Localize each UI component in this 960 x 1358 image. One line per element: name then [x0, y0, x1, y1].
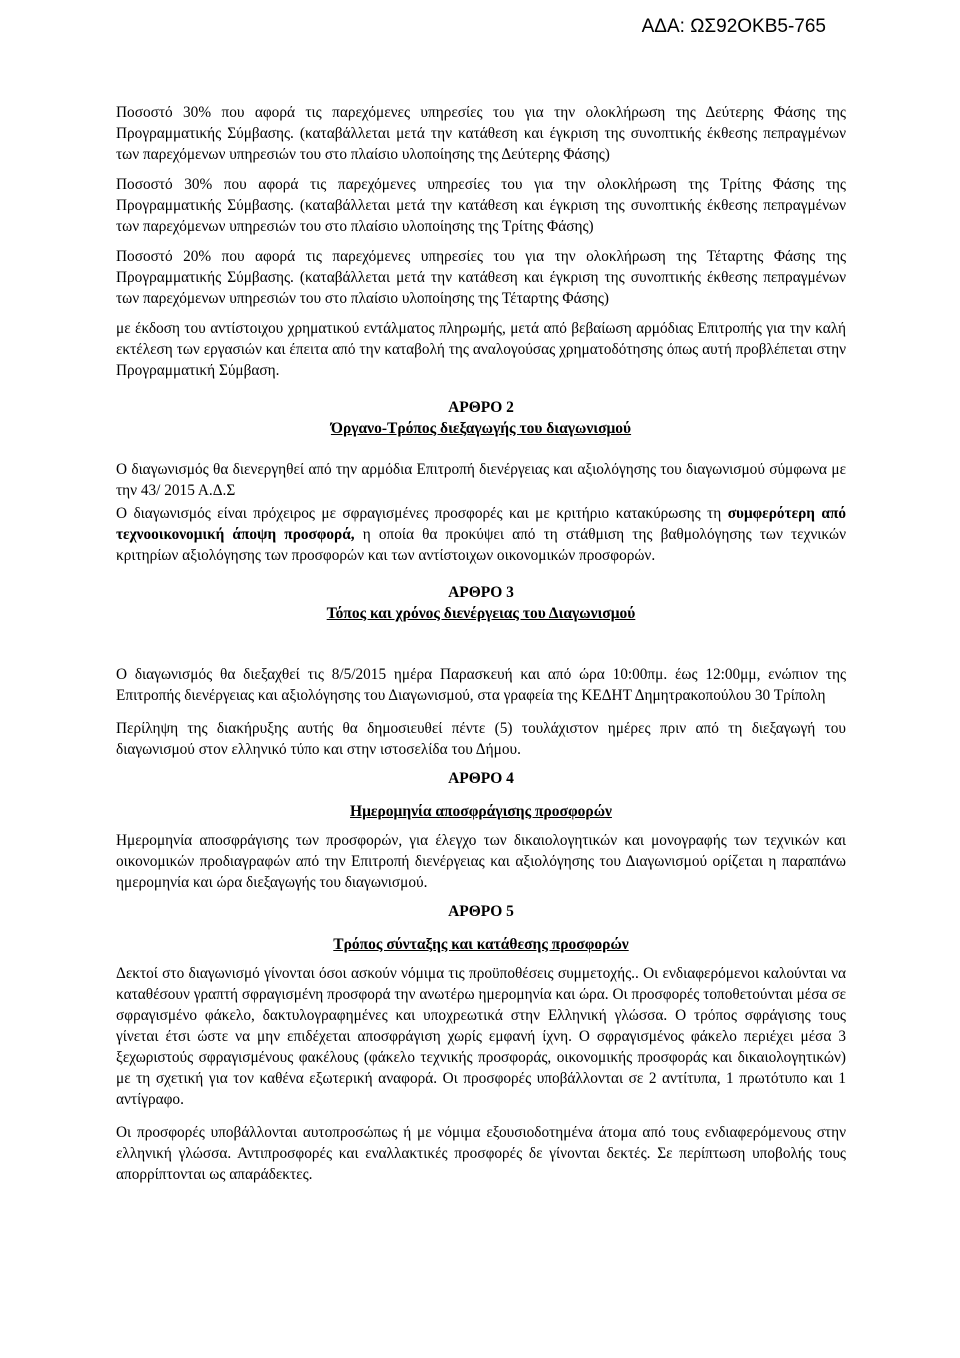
article3-title: ΑΡΘΡΟ 3	[448, 584, 514, 601]
article5-paragraph2: Οι προσφορές υποβάλλονται αυτοπροσώπως ή με νόμιμα εξουσιοδοτημένα άτομα από τους ενδιαφερόμενους στην ελληνική γλώσσα. Αντιπροσφορές και εναλλακτικές προσφορές δε γίνονται δεκτές. Σε περίπτωση υποβολής τους απορρίπτονται ως απαράδεκτες.	[116, 1124, 846, 1183]
document-body	[116, 102, 846, 1194]
paragraph-payment: με έκδοση του αντίστοιχου χρηματικού εντάλματος πληρωμής, μετά από βεβαίωση αρμόδιας Επιτροπής για την καλή εκτέλεση των εργασιών και έπειτα από την καταβολή της αναλογούσας χρηματοδότησης όπως αυτή προβλέπεται στην Προγραμματική Σύμβαση.	[116, 320, 846, 379]
ada-code: ΑΔΑ: ΩΣ92ΟΚΒ5-765	[641, 16, 826, 37]
article2-title: ΑΡΘΡΟ 2	[448, 399, 514, 416]
article3-subtitle: Τόπος και χρόνος διενέργειας του Διαγωνισμού	[326, 605, 636, 622]
article3-paragraph2: Περίληψη της διακήρυξης αυτής θα δημοσιευθεί πέντε (5) τουλάχιστον ημέρες πριν από τη διεξαγωγή του διαγωνισμού στον ελληνικό τύπο και στην ιστοσελίδα του Δήμου.	[116, 720, 846, 758]
article3-paragraph1: Ο διαγωνισμός θα διεξαχθεί τις 8/5/2015 ημέρα Παρασκευή και από ώρα 10:00πμ. έως 12:00μμ, ενώπιον της Επιτροπής διενέργειας και αξιολόγησης του Διαγωνισμού, στα γραφεία της ΚΕΔΗΤ Δημητρακοπούλου 30 Τρίπολη	[116, 666, 846, 704]
article5-subtitle: Τρόπος σύνταξης και κατάθεσης προσφορών	[333, 936, 629, 953]
paragraph-phase3: Ποσοστό 30% που αφορά τις παρεχόμενες υπηρεσίες του για την ολοκλήρωση της Τρίτης Φάσης της Προγραμματικής Σύμβασης. (καταβάλλεται μετά την κατάθεση και έγκριση της συνοπτικής έκθεσης πεπραγμένων των παρεχόμενων υπηρεσιών του στο πλαίσιο υλοποίησης της Τρίτης Φάσης)	[116, 176, 846, 235]
article2-paragraph2	[116, 503, 846, 566]
article4-title: ΑΡΘΡΟ 4	[448, 770, 514, 787]
paragraph-phase2: Ποσοστό 30% που αφορά τις παρεχόμενες υπηρεσίες του για την ολοκλήρωση της Δεύτερης Φάσης της Προγραμματικής Σύμβασης. (καταβάλλεται μετά την κατάθεση και έγκριση της συνοπτικής έκθεσης πεπραγμένων των παρεχόμενων υπηρεσιών του στο πλαίσιο υλοποίησης της Δεύτερης Φάσης)	[116, 104, 846, 163]
article4-paragraph1: Ημερομηνία αποσφράγισης των προσφορών, για έλεγχο των δικαιολογητικών και μονογραφής των τεχνικών και οικονομικών προδιαγραφών από την Επιτροπή διενέργειας και αξιολόγησης του Διαγωνισμού ορίζεται η παραπάνω ημερομηνία και ώρα διεξαγωγής του διαγωνισμού.	[116, 832, 846, 891]
article2-paragraph2-start: Ο διαγωνισμός είναι πρόχειρος με σφραγισμένες προσφορές και με κριτήριο κατακύρωσης τη	[116, 505, 728, 522]
article4-subtitle: Ημερομηνία αποσφράγισης προσφορών	[350, 803, 612, 820]
article2-paragraph2-end: η οποία θα προκύψει από τη στάθμιση της βαθμολόγησης των τεχνικών κριτηρίων αξιολόγησης των προσφορών και των αντίστοιχων οικονομικών προσφορών.	[116, 526, 846, 564]
article5-paragraph1: Δεκτοί στο διαγωνισμό γίνονται όσοι ασκούν νόμιμα τις προϋποθέσεις συμμετοχής.. Οι ενδιαφερόμενοι καλούνται να καταθέσουν γραπτή σφραγισμένη προσφορά την ανωτέρω ημερομηνία και ώρα. Οι προσφορές τοποθετούνται μέσα σε σφραγισμένο φάκελο, δακτυλογραφημένες και υποχρεωτικά στην Ελληνική γλώσσα. Ο τρόπος σφράγισης τους γίνεται έτσι ώστε να μην επιδέχεται αποσφράγιση χωρίς εμφανή ίχνη. Ο σφραγισμένος φάκελο περιέχει μέσα 3 ξεχωριστούς σφραγισμένους φακέλους (φάκελο τεχνικής προσφοράς, οικονομικής προσφοράς και δικαιολογητικών) με τη σχετική για τον καθένα εξωτερική αναφορά. Οι προσφορές υποβάλλονται σε 2 αντίτυπα, 1 πρωτότυπο και 1 αντίγραφο.	[116, 965, 846, 1108]
paragraph-phase4: Ποσοστό 20% που αφορά τις παρεχόμενες υπηρεσίες του για την ολοκλήρωση της Τέταρτης Φάσης της Προγραμματικής Σύμβασης. (καταβάλλεται μετά την κατάθεση και έγκριση της συνοπτικής έκθεσης πεπραγμένων των παρεχόμενων υπηρεσιών του στο πλαίσιο υλοποίησης της Τέταρτης Φάσης)	[116, 248, 846, 307]
article2-paragraph2-bold: συμφερότερη από τεχνοοικονομική άποψη προσφορά,	[116, 505, 846, 543]
article2-subtitle: Όργανο-Τρόπος διεξαγωγής του διαγωνισμού	[330, 420, 632, 437]
article2-paragraph1: Ο διαγωνισμός θα διενεργηθεί από την αρμόδια Επιτροπή διενέργειας και αξιολόγησης του διαγωνισμού σύμφωνα με την 43/ 2015 Α.Δ.Σ	[116, 461, 846, 499]
article5-title: ΑΡΘΡΟ 5	[448, 903, 514, 920]
